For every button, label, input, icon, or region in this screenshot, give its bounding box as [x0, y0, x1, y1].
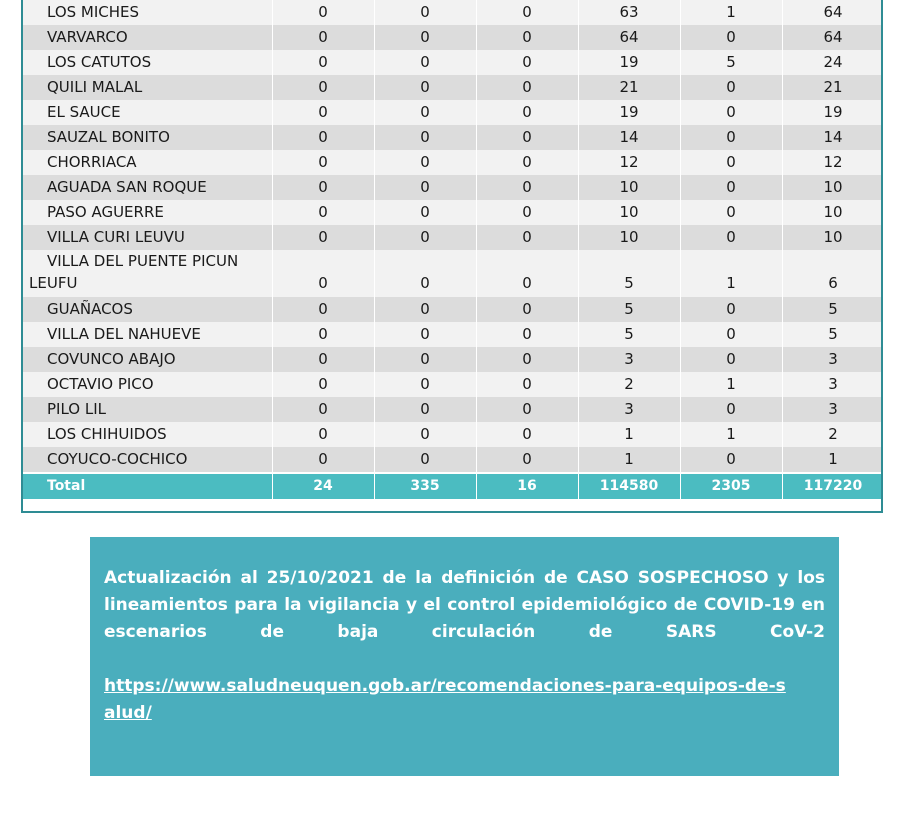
- cell-value: 12: [578, 150, 680, 175]
- table-row: [23, 125, 883, 150]
- cell-value: 0: [680, 347, 782, 372]
- cell-value: 5: [578, 250, 680, 297]
- cell-value: 0: [476, 0, 578, 25]
- table-row: [23, 25, 883, 50]
- cell-value: 0: [476, 50, 578, 75]
- cell-value: 0: [476, 175, 578, 200]
- cell-value: 2: [782, 422, 883, 447]
- cell-value: 0: [680, 297, 782, 322]
- cell-value: 0: [476, 447, 578, 473]
- cell-value: 5: [782, 297, 883, 322]
- table-row: [23, 200, 883, 225]
- cell-value: 0: [476, 25, 578, 50]
- locality-name: LOS CHIHUIDOS: [23, 422, 272, 447]
- locality-name: AGUADA SAN ROQUE: [23, 175, 272, 200]
- cell-value: 10: [578, 175, 680, 200]
- total-label: Total: [23, 473, 272, 499]
- cell-value: 12: [782, 150, 883, 175]
- cell-value: 1: [680, 372, 782, 397]
- cell-value: 0: [272, 150, 374, 175]
- locality-name: EL SAUCE: [23, 100, 272, 125]
- cell-value: 6: [782, 250, 883, 297]
- cell-value: 0: [272, 322, 374, 347]
- cell-value: 0: [374, 422, 476, 447]
- table-row: [23, 447, 883, 473]
- cell-value: 19: [578, 100, 680, 125]
- cell-value: 0: [272, 100, 374, 125]
- cell-value: 0: [272, 175, 374, 200]
- total-value: 335: [374, 473, 476, 499]
- cell-value: 64: [782, 25, 883, 50]
- recommendations-link[interactable]: https://www.saludneuquen.gob.ar/recomendaciones-para-equipos-de-salud/: [104, 676, 786, 723]
- cell-value: 0: [680, 175, 782, 200]
- cell-value: 0: [374, 447, 476, 473]
- cell-value: 0: [272, 75, 374, 100]
- cell-value: 0: [272, 347, 374, 372]
- cell-value: 0: [272, 372, 374, 397]
- cell-value: 3: [782, 372, 883, 397]
- cell-value: 0: [272, 25, 374, 50]
- table-row: [23, 397, 883, 422]
- locality-name: QUILI MALAL: [23, 75, 272, 100]
- cell-value: 0: [680, 225, 782, 250]
- cell-value: 0: [374, 125, 476, 150]
- table-row: [23, 250, 883, 297]
- cases-table: [23, 0, 883, 499]
- locality-name: PASO AGUERRE: [23, 200, 272, 225]
- cell-value: 5: [680, 50, 782, 75]
- cell-value: 21: [578, 75, 680, 100]
- total-value: 2305: [680, 473, 782, 499]
- table-row: [23, 297, 883, 322]
- locality-name: VILLA DEL NAHUEVE: [23, 322, 272, 347]
- cell-value: 19: [782, 100, 883, 125]
- cell-value: 5: [782, 322, 883, 347]
- cell-value: 3: [782, 397, 883, 422]
- cell-value: 64: [578, 25, 680, 50]
- cell-value: 10: [578, 200, 680, 225]
- cell-value: 0: [680, 397, 782, 422]
- cell-value: 10: [782, 200, 883, 225]
- cell-value: 1: [680, 422, 782, 447]
- cell-value: 0: [272, 297, 374, 322]
- table-row: [23, 225, 883, 250]
- table-row: [23, 372, 883, 397]
- cell-value: 0: [374, 347, 476, 372]
- table-row: [23, 100, 883, 125]
- cell-value: 64: [782, 0, 883, 25]
- locality-name: [23, 250, 272, 297]
- cell-value: 5: [578, 297, 680, 322]
- cell-value: 0: [374, 75, 476, 100]
- cell-value: 0: [374, 50, 476, 75]
- cell-value: 3: [578, 397, 680, 422]
- cell-value: 1: [680, 0, 782, 25]
- cell-value: 0: [476, 250, 578, 297]
- cell-value: 0: [680, 150, 782, 175]
- cell-value: 0: [272, 447, 374, 473]
- cell-value: 0: [272, 200, 374, 225]
- cell-value: 0: [476, 347, 578, 372]
- cell-value: 3: [782, 347, 883, 372]
- locality-name: LOS CATUTOS: [23, 50, 272, 75]
- locality-name-line1: VILLA DEL PUENTE PICUN: [47, 252, 239, 270]
- cell-value: 0: [374, 200, 476, 225]
- cell-value: 0: [272, 397, 374, 422]
- cell-value: 0: [476, 297, 578, 322]
- locality-name: GUAÑACOS: [23, 297, 272, 322]
- cell-value: 0: [272, 422, 374, 447]
- cell-value: 0: [272, 50, 374, 75]
- cell-value: 0: [374, 397, 476, 422]
- cell-value: 1: [578, 447, 680, 473]
- cell-value: 0: [374, 297, 476, 322]
- table-row: [23, 50, 883, 75]
- cell-value: 0: [476, 422, 578, 447]
- cell-value: 0: [476, 75, 578, 100]
- cell-value: 0: [476, 225, 578, 250]
- cell-value: 1: [578, 422, 680, 447]
- locality-name: LOS MICHES: [23, 0, 272, 25]
- cell-value: 0: [272, 125, 374, 150]
- cell-value: 14: [782, 125, 883, 150]
- cell-value: 0: [374, 0, 476, 25]
- cell-value: 0: [680, 100, 782, 125]
- cell-value: 0: [374, 322, 476, 347]
- cell-value: 0: [476, 397, 578, 422]
- cell-value: 0: [272, 0, 374, 25]
- cell-value: 63: [578, 0, 680, 25]
- locality-name: COVUNCO ABAJO: [23, 347, 272, 372]
- cell-value: 1: [680, 250, 782, 297]
- cell-value: 10: [782, 225, 883, 250]
- table-row: [23, 175, 883, 200]
- cell-value: 24: [782, 50, 883, 75]
- total-value: 114580: [578, 473, 680, 499]
- cell-value: 0: [680, 200, 782, 225]
- table-row: [23, 347, 883, 372]
- cell-value: 0: [374, 150, 476, 175]
- cell-value: 0: [680, 125, 782, 150]
- cell-value: 19: [578, 50, 680, 75]
- cell-value: 0: [680, 25, 782, 50]
- cell-value: 2: [578, 372, 680, 397]
- info-text: Actualización al 25/10/2021 de la definición de CASO SOSPECHOSO y los lineamientos para la vigilancia y el control epidemiológico de COVID-19 en escenarios de baja circulación de SARS CoV-2: [104, 568, 825, 642]
- total-row: [23, 473, 883, 499]
- cell-value: 0: [476, 372, 578, 397]
- cell-value: 0: [476, 200, 578, 225]
- cell-value: 0: [476, 150, 578, 175]
- cell-value: 3: [578, 347, 680, 372]
- table-row: [23, 422, 883, 447]
- cell-value: 0: [374, 100, 476, 125]
- cell-value: 0: [374, 225, 476, 250]
- locality-name: CHORRIACA: [23, 150, 272, 175]
- cell-value: 1: [782, 447, 883, 473]
- cell-value: 10: [578, 225, 680, 250]
- cell-value: 0: [374, 25, 476, 50]
- cell-value: 0: [476, 322, 578, 347]
- locality-name: SAUZAL BONITO: [23, 125, 272, 150]
- locality-name: PILO LIL: [23, 397, 272, 422]
- cell-value: 0: [680, 447, 782, 473]
- total-value: 117220: [782, 473, 883, 499]
- table-row: [23, 0, 883, 25]
- cell-value: 10: [782, 175, 883, 200]
- total-value: 24: [272, 473, 374, 499]
- cell-value: 14: [578, 125, 680, 150]
- cell-value: 0: [272, 250, 374, 297]
- locality-name: COYUCO-COCHICO: [23, 447, 272, 473]
- table-row: [23, 75, 883, 100]
- table-row: [23, 322, 883, 347]
- locality-name-line2: LEUFU: [29, 274, 78, 292]
- cell-value: 0: [374, 250, 476, 297]
- locality-name: VARVARCO: [23, 25, 272, 50]
- cell-value: 0: [374, 372, 476, 397]
- cell-value: 0: [374, 175, 476, 200]
- cell-value: 21: [782, 75, 883, 100]
- total-value: 16: [476, 473, 578, 499]
- locality-name: VILLA CURI LEUVU: [23, 225, 272, 250]
- cell-value: 0: [680, 75, 782, 100]
- cell-value: 0: [476, 100, 578, 125]
- locality-name: OCTAVIO PICO: [23, 372, 272, 397]
- cell-value: 0: [476, 125, 578, 150]
- cell-value: 5: [578, 322, 680, 347]
- cell-value: 0: [680, 322, 782, 347]
- cases-table-container: [21, 0, 883, 513]
- info-banner: [90, 537, 839, 776]
- cell-value: 0: [272, 225, 374, 250]
- table-row: [23, 150, 883, 175]
